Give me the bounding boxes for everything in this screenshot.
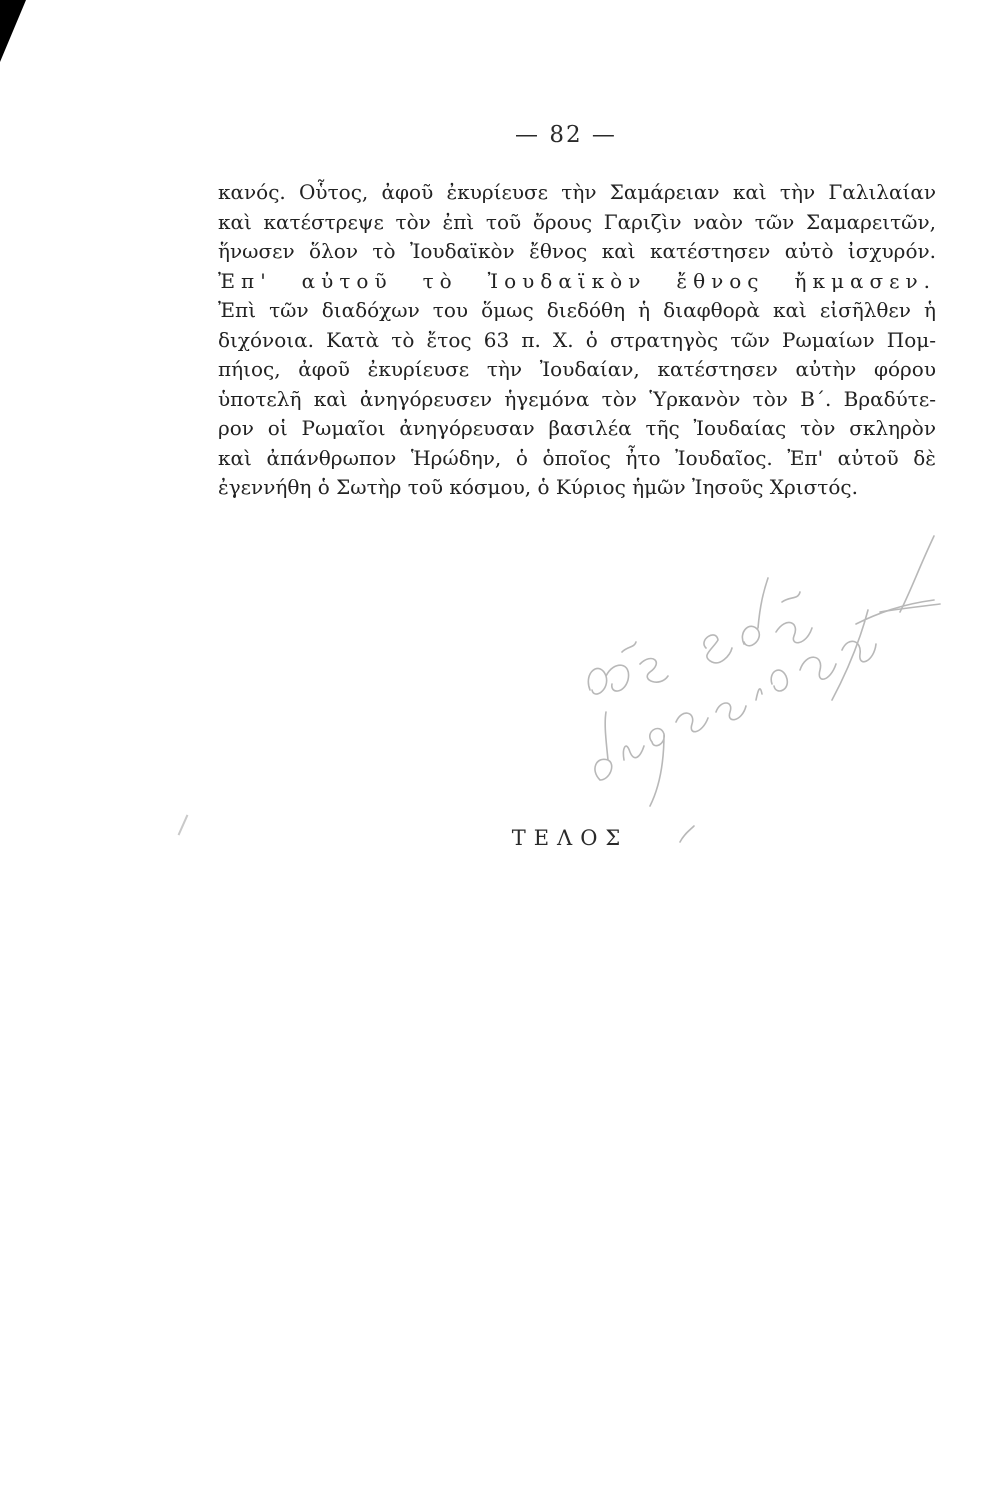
text-line: πήιος, ἀφοῦ ἐκυρίευσε τὴν Ἰουδαίαν, κατέστησεν αὐτὴν φόρου [218,357,936,381]
text-line: ρον οἱ Ρωμαῖοι ἀνηγόρευσαν βασιλέα τῆς Ἰουδαίας τὸν σκληρὸν [218,416,936,440]
page-number: — 82 — [515,122,617,148]
text-line: ἥνωσεν ὅλον τὸ Ἰουδαϊκὸν ἔθνος καὶ κατέστησεν αὐτὸ ἰσχυρόν. [218,239,936,263]
pencil-underline-mark [880,604,940,612]
text-line: ἐγεννήθη ὁ Σωτὴρ τοῦ κόσμου, ὁ Κύριος ἡμῶν Ἰησοῦς Χριστός. [218,475,858,499]
pencil-slash-mark [900,536,934,612]
pencil-word-diagonismos [595,600,934,806]
corner-mark [0,0,26,62]
text-line: Ἐπὶ τῶν διαδόχων του ὅμως διεδόθη ἡ διαφθορὰ καὶ εἰσῆλθεν ἡ [218,298,936,322]
text-line: καὶ κατέστρεψε τὸν ἐπὶ τοῦ ὄρους Γαριζὶν ναὸν τῶν Σαμαρειτῶν, [218,209,936,234]
text-line: καὶ ἀπάνθρωπον Ἡρώδην, ὁ ὁποῖος ἦτο Ἰουδαῖος. Ἐπ' αὐτοῦ δὲ [218,445,936,470]
text-line: διχόνοια. Κατὰ τὸ ἔτος 63 π. Χ. ὁ στρατηγὸς τῶν Ρωμαίων Πομ- [218,327,936,352]
text-line: ὑποτελῆ καὶ ἀνηγόρευσεν ἡγεμόνα τὸν Ὑρκανὸν τὸν Β΄. Βραδύτε- [218,386,936,411]
body-text [218,178,936,503]
pencil-word-os [588,642,668,694]
text-line: κανός. Οὗτος, ἀφοῦ ἐκυρίευσε τὴν Σαμάρειαν καὶ τὴν Γαλιλαίαν [218,180,936,204]
pencil-word-edo [704,578,812,663]
text-line-spaced: Ἐπ' αὐτοῦ τὸ Ἰουδαϊκὸν ἔθνος ἤκμασεν. [218,268,936,293]
end-word: ΤΕΛΟΣ [511,826,629,850]
